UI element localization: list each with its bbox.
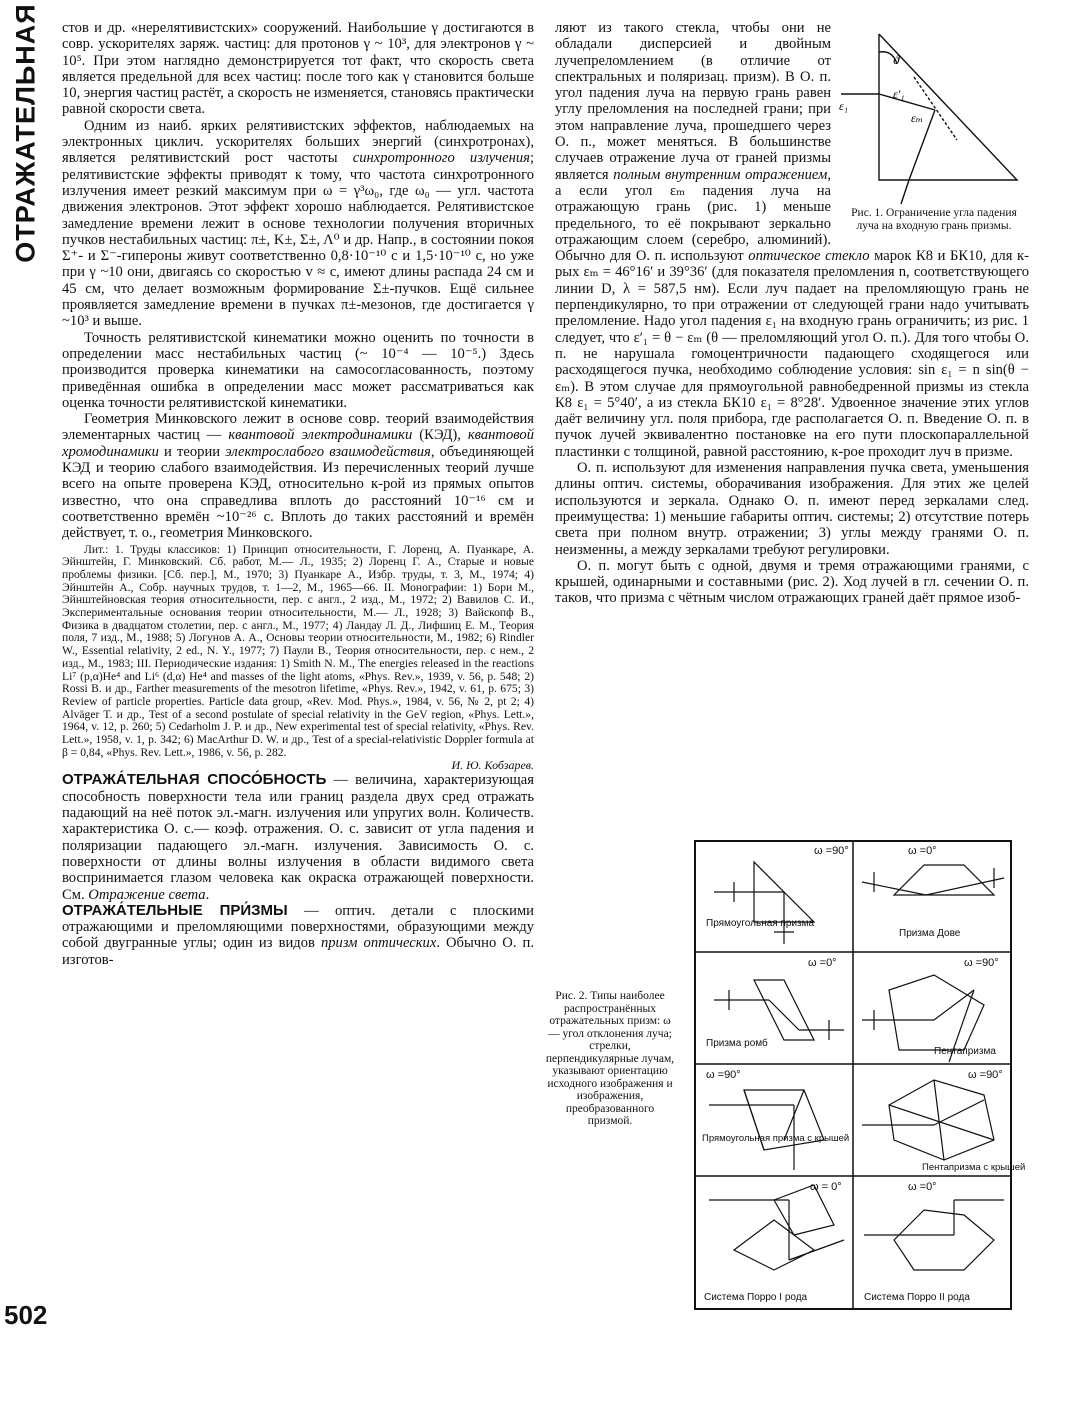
- figure-1-diagram: [839, 22, 1029, 207]
- page-number: 502: [4, 1300, 48, 1330]
- cell-name: Пентапризма с крышей: [922, 1162, 1026, 1173]
- term-link[interactable]: оптическое стекло: [748, 248, 870, 265]
- paragraph: стов и др. «нерелятивистских» сооружений. Наибольшие γ достигаются в совр. ускорителях заряж. частиц: для протонов γ ~ 10³, для электронов γ ~ 10⁵. При этом наглядно демонстрируется тот факт, что скорость света является предельной для всех частиц: после того как γ становится больше 10, энергия частиц растёт, а скорость не изменяется, становясь практически равной скорости света.: [62, 20, 534, 118]
- cell-angle: ω =90°: [964, 957, 999, 969]
- cell-name: Прямоугольная призма с крышей: [702, 1133, 850, 1144]
- label-epsm: εₘ: [911, 111, 924, 125]
- cell-name: Призма ромб: [706, 1038, 768, 1049]
- label-eps1: ε₁: [839, 99, 848, 113]
- cell-angle: ω = 0°: [810, 1181, 842, 1193]
- column-right: [555, 20, 1029, 840]
- cell-name: Прямоугольная призма: [706, 918, 815, 929]
- author-signature: И. Ю. Кобзарев.: [451, 758, 534, 773]
- figure-1-caption: Рис. 1. Ограничение угла падения луча на входную грань призмы.: [851, 207, 1017, 232]
- paragraph: О. п. могут быть с одной, двумя и тремя отражающими гранями, с крышей, одинарными и составными (рис. 2). Ход лучей в гл. сечении О. п. таков, что призма с чётным числом отражающих граней даёт прямое изоб-: [555, 557, 1029, 607]
- cell-name: Пентапризма: [934, 1046, 996, 1057]
- cell-angle: ω =0°: [808, 957, 837, 969]
- entry-reflectivity: ОТРАЖА́ТЕЛЬНАЯ СПОСО́БНОСТЬ — величина, характеризующая способность поверхности тела или границ раздела двух сред отражать падающий на неё поток эл.-магн. излучения или упругих волн. Количеств. характеристика О. с.— коэф. отражения. О. с. зависит от угла падения и поляризации падающего эл.-магн. излучения. Зависимость О. с. поверхности от длины волны излучения в области видимого света воспринимается глазом человека как окраска отражающей поверхности. См. Отражение света.: [62, 771, 534, 903]
- paragraph: Точность релятивистской кинематики можно оценить по точности в определении масс нестабильных частиц (~ 10⁻⁴ — 10⁻⁵.) Здесь производится проверка кинематики на самосогласованность, поэтому приведённая ошибка в определении масс может рассматриваться как оценка точности релятивистской кинематики.: [62, 329, 534, 411]
- cell-angle: ω =90°: [706, 1069, 741, 1081]
- term-link[interactable]: квантовой электродинамики: [228, 427, 413, 444]
- term-link[interactable]: электрослабого взаимодействия: [225, 443, 431, 460]
- column-left: [62, 20, 534, 1310]
- cell-name: Система Порро II рода: [864, 1292, 970, 1303]
- paragraph: ϑ ε′₁ εₘ ε₁ Рис. 1. Ограничение угла падения луча на входную грань призмы. ляют из такого стекла, чтобы они не обладали дисперсией и двойным лучепреломлением (в отличие от спектральных и поляризац. призм). В О. п. угол падения луча на первую грань равен углу преломления на последней грани; при этом направление луча, прошедшего через О. п., может меняться. В большинстве случаев отражение луча от граней призмы является полным внутренним отражением, а если угол εₘ падения луча на отражающую грань (рис. 1) меньше предельного, то её покрывают зеркально отражающим слоем (серебро, алюминий). Обычно для О. п. используют оптическое стекло марок К8 и БК10, для к-рых εₘ = 46°16′ и 39°36′ (для показателя преломления n, соответствующего линии D, λ = 587,5 нм). Если луч падает на преломляющую грань не перпендикулярно, то при отражении от следующей грани надо учитывать преломление. Надо угол падения ε₁ на входную грань ограничить; из рис. 1 следует, что ε′₁ = θ − εₘ (θ — преломляющий угол О. п.). Для того чтобы О. п. не нарушала гомоцентричности падающего сходящегося или расходящегося пучка, необходимо соблюдение условия: sin ε₁ = n sin(θ − εₘ). В этом случае для прямоугольной равнобедренной призмы из стекла К8 ε₁ = 5°40′, а из стекла БК10 ε₁ = 8°28′. Удвоенное значение этих углов даёт величину угл. поля прибора, где располагается О. п. Введение О. п. в пучок лучей эквивалентно постановке на его пути плоскопараллельной пластинки с толщиной, равной расстоянию, к-рое проходит луч в призме.: [555, 20, 1029, 460]
- term-link[interactable]: синхротронного излучения: [352, 150, 530, 167]
- figure-1: [839, 22, 1029, 232]
- cell-name: Призма Дове: [899, 928, 961, 939]
- references: Лит.: 1. Труды классиков: 1) Принцип относительности, Г. Лоренц, А. Пуанкаре, А. Эйнштейн, Г. Минковский. Сб. работ, М.— Л., 1935; 2) Лоренц Г. А., Старые и новые проблемы физики. [Сб. пер.], М., 1970; 3) Пуанкаре А., Избр. труды, т. 3, М., 1974; 4) Эйнштейн А., Собр. научных трудов, т. 1—2, М., 1965—66. II. Монографии: 1) Бори М., Эйнштейновская теория относительности, пер. с англ., 2 изд., М., 1972; 2) Вавилов С. И., Экспериментальные основания теории относительности, М.— Л., 1928; 3) Вайскопф В., Физика в двадцатом столетии, пер. с англ., М., 1977; 4) Ландау Л. Д., Лифшиц Е. М., Теория поля, 7 изд., М., 1988; 5) Логунов А. А., Основы теории относительности, М., 1982; 6) Rindler W., Essential relativity, 2 ed., N. Y., 1977; 7) Паули В., Теория относительности, пер. с нем., 2 изд., М., 1983; III. Периодические издания: 1) Smith N. M., The energies released in the reactions Li⁷ (p,α)He⁴ and Li⁶ (d,α) He⁴ and masses of the light atoms, «Phys. Rev.», 1939, v. 56, p. 548; 2) Rossi B. и др., Farther measurements of the mesotron lifetime, «Phys. Rev.», 1942, v. 61, p. 675; 3) Review of particle properties. Particle data group, «Rev. Mod. Phys.», 1984, v. 56, № 2, pt 2; 4) Alväger T. и др., Test of a second postulate of special relativity in the GeV region, «Phys. Lett.», 1964, v. 12, p. 260; 5) Cedarholm J. P. и др., New experimental test of special relativity, «Phys. Rev. Lett.», 1958, v. 1, p. 342; 6) MacArthur D. W. и др., Test of a special-relativistic Doppler formula at β = 0,84, «Phys. Rev. Lett.», 1986, v. 56, p. 282.: [62, 542, 534, 759]
- running-head: ОТРАЖАТЕЛЬНАЯ: [10, 3, 41, 263]
- term-link[interactable]: призм оптических: [320, 935, 437, 952]
- term-link[interactable]: полным внутренним отражением: [613, 166, 828, 183]
- label-eps1p: ε′₁: [893, 87, 905, 101]
- see-also-link[interactable]: Отражение света: [88, 886, 206, 903]
- entry-heading: ОТРАЖА́ТЕЛЬНАЯ СПОСО́БНОСТЬ: [62, 771, 327, 789]
- term-link[interactable]: квантовой хромодинамики: [62, 427, 534, 460]
- figure-2-caption: Рис. 2. Типы наиболее распространённых отражательных призм: ω — угол отклонения луча; стрелки, перпендикулярные лучам, указывают ориентацию исходного изображения и изображения, преобразованного призмой.: [545, 990, 675, 1127]
- entry-reflecting-prisms: ОТРАЖА́ТЕЛЬНЫЕ ПРИ́ЗМЫ — оптич. детали с плоскими отражающими и преломляющими поверхностями, образующими между собой двугранные углы; один из видов призм оптических. Обычно О. п. изготов-: [62, 901, 535, 968]
- cell-angle: ω =90°: [968, 1069, 1003, 1081]
- cell-angle: ω =0°: [908, 845, 937, 857]
- figure-2-prism-table: [694, 840, 1026, 1310]
- label-theta: ϑ: [893, 52, 900, 67]
- cell-name: Система Порро I рода: [704, 1292, 808, 1303]
- entry-heading: ОТРАЖА́ТЕЛЬНЫЕ ПРИ́ЗМЫ: [62, 901, 288, 919]
- cell-angle: ω =90°: [814, 845, 849, 857]
- cell-angle: ω =0°: [908, 1181, 937, 1193]
- paragraph: Геометрия Минковского лежит в основе совр. теорий взаимодействия элементарных частиц — квантовой электродинамики (КЭД), квантовой хромодинамики и теории электрослабого взаимодействия, объединяющей КЭД и теорию слабого взаимодействия. Из перечисленных теорий лучше всего на опыте проверена КЭД, относительно к-рой из прямых опытов известно, что она справедлива вплоть до расстояний 10⁻¹⁶ см и соответственно времён ~10⁻²⁶ с. Вплоть до таких расстояний и времён действует, т. о., геометрия Минковского.: [62, 411, 535, 542]
- paragraph: Одним из наиб. ярких релятивистских эффектов, наблюдаемых на электронных циклич. ускорителях больших энергий (синхротронах), является релятивистский рост частоты синхротронного излучения; релятивистские эффекты приводят к тому, что частота синхротронного излучения имеет резкий максимум при ω = γ³ω₀, где ω₀ — угл. частота движения электронов. Этот эффект хорошо наблюдается. Релятивистское замедление времени лежит в основе технологии получения вторичных пучков нестабильных частиц: π±, K±, Σ±, Λ⁰ и др. Напр., в состоянии покоя Σ⁺- и Σ⁻-гипероны живут соответственно 0,8·10⁻¹⁰ с и 1,5·10⁻¹⁰ с, но уже при γ ~10 они, двигаясь со скоростью v ≈ c, имеют длины распада 24 см и 45 см, что делает возможным формирование Σ±-пучков. Ещё сильнее проявляется замедление времени в пучках π±-мезонов, где достигается γ ~10³ и выше.: [62, 117, 534, 330]
- paragraph: О. п. используют для изменения направления пучка света, уменьшения длины оптич. системы, оборачивания изображения. Для этих же целей используются и зеркала. Однако О. п. имеют перед зеркалами след. преимущества: 1) меньшие габариты оптич. системы; 2) отсутствие потерь света при полном внутр. отражении; 3) углы между гранями О. п. неизменны, а между зеркалами требуют регулировки.: [555, 460, 1029, 558]
